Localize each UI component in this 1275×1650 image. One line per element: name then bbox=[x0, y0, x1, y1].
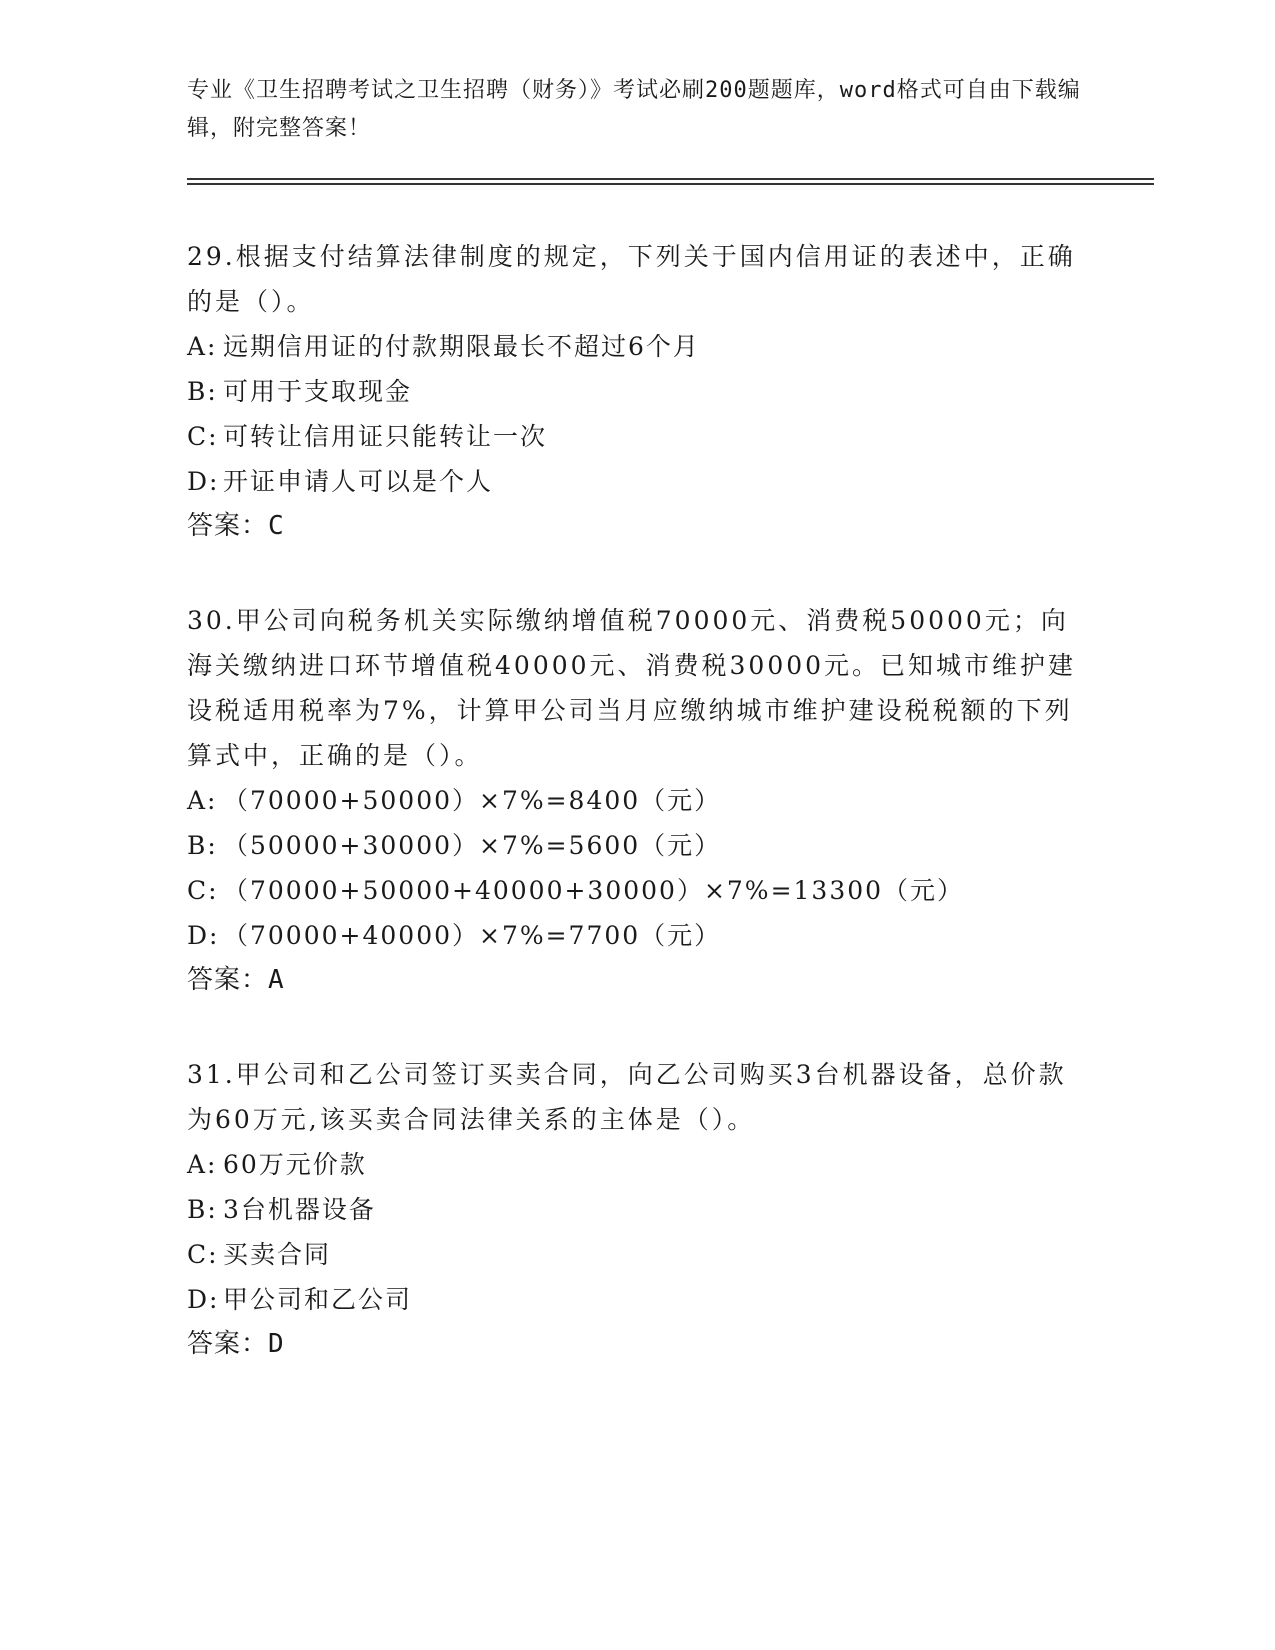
option-b bbox=[187, 369, 1087, 414]
option-key: C: bbox=[187, 1240, 219, 1269]
option-text: 3台机器设备 bbox=[223, 1195, 376, 1224]
question-29 bbox=[187, 234, 1087, 549]
option-key: A: bbox=[187, 1150, 218, 1179]
option-c bbox=[187, 868, 1087, 913]
option-text: 可用于支取现金 bbox=[223, 377, 413, 406]
option-text: （70000+40000）×7%=7700（元） bbox=[223, 921, 722, 950]
option-a bbox=[187, 1142, 1087, 1187]
option-a bbox=[187, 778, 1087, 823]
option-key: A: bbox=[187, 332, 218, 361]
option-text: 开证申请人可以是个人 bbox=[223, 467, 494, 496]
option-c bbox=[187, 1232, 1087, 1277]
option-key: D: bbox=[187, 921, 220, 950]
option-key: D: bbox=[187, 1285, 220, 1314]
answer-line: 答案：A bbox=[187, 965, 285, 995]
option-d bbox=[187, 1277, 1087, 1322]
header-divider-bottom bbox=[187, 183, 1154, 185]
option-key: C: bbox=[187, 876, 219, 905]
option-text: （70000+50000）×7%=8400（元） bbox=[223, 786, 722, 815]
option-key: B: bbox=[187, 1195, 218, 1224]
option-text: 可转让信用证只能转让一次 bbox=[223, 422, 548, 451]
option-text: 远期信用证的付款期限最长不超过6个月 bbox=[223, 332, 700, 361]
option-a bbox=[187, 324, 1087, 369]
answer-line: 答案：D bbox=[187, 1329, 285, 1359]
option-text: 60万元价款 bbox=[223, 1150, 367, 1179]
option-text: 买卖合同 bbox=[223, 1240, 332, 1269]
option-b bbox=[187, 1187, 1087, 1232]
option-key: A: bbox=[187, 786, 218, 815]
answer-line: 答案：C bbox=[187, 511, 285, 541]
option-text: 甲公司和乙公司 bbox=[223, 1285, 413, 1314]
option-key: C: bbox=[187, 422, 219, 451]
question-stem: 29.根据支付结算法律制度的规定，下列关于国内信用证的表述中，正确的是（）。 bbox=[187, 242, 1076, 316]
question-stem: 31.甲公司和乙公司签订买卖合同，向乙公司购买3台机器设备，总价款为60万元,该买卖合同法律关系的主体是（）。 bbox=[187, 1060, 1067, 1134]
option-text: （50000+30000）×7%=5600（元） bbox=[223, 831, 722, 860]
option-key: B: bbox=[187, 377, 218, 406]
question-31 bbox=[187, 1052, 1087, 1367]
option-b bbox=[187, 823, 1087, 868]
option-d bbox=[187, 913, 1087, 958]
option-d bbox=[187, 459, 1087, 504]
option-key: B: bbox=[187, 831, 218, 860]
question-30 bbox=[187, 598, 1087, 1003]
header-divider-top bbox=[187, 178, 1154, 180]
document-intro: 专业《卫生招聘考试之卫生招聘（财务）》考试必刷200题题库，word格式可自由下载编辑，附完整答案！ bbox=[187, 78, 1081, 141]
option-c bbox=[187, 414, 1087, 459]
option-text: （70000+50000+40000+30000）×7%=13300（元） bbox=[223, 876, 965, 905]
question-stem: 30.甲公司向税务机关实际缴纳增值税70000元、消费税50000元；向海关缴纳进口环节增值税40000元、消费税30000元。已知城市维护建设税适用税率为7%，计算甲公司当月应缴纳城市维护建设税税额的下列算式中，正确的是（）。 bbox=[187, 606, 1077, 770]
option-key: D: bbox=[187, 467, 220, 496]
